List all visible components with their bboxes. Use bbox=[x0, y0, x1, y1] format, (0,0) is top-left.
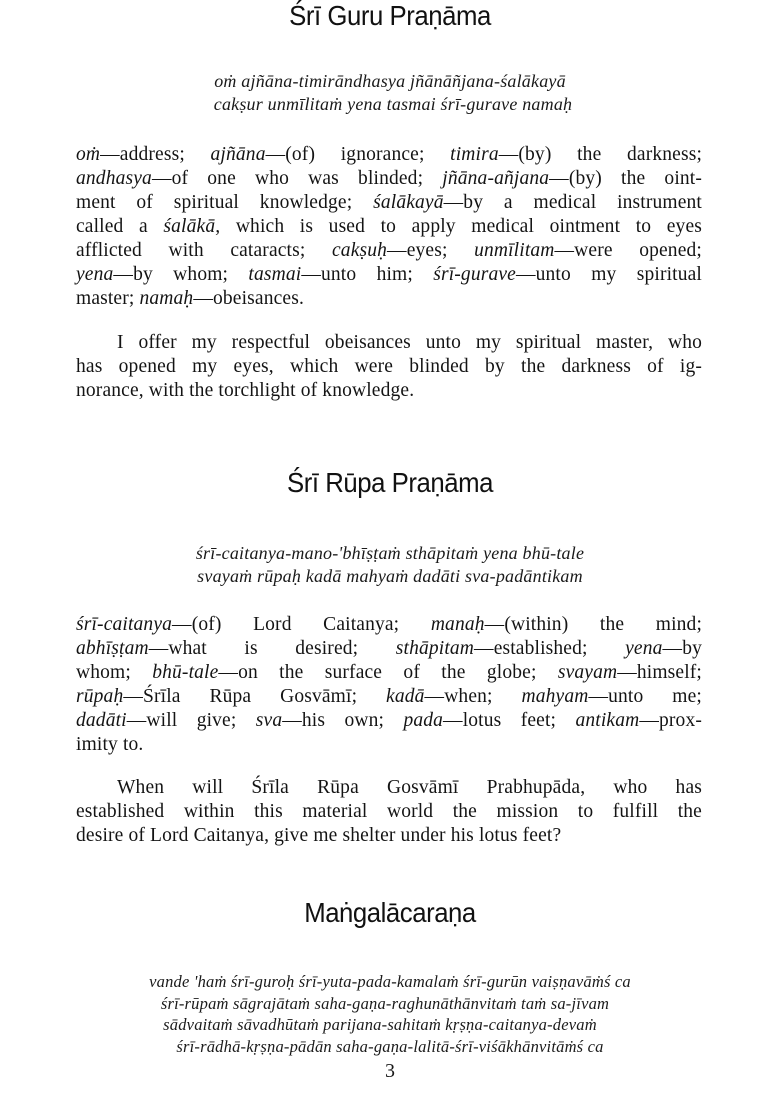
gloss-text: —of one who was blinded; bbox=[151, 168, 443, 189]
sanskrit-term: namaḥ bbox=[139, 288, 194, 309]
synonym-line bbox=[76, 215, 702, 239]
sanskrit-term: śrī-gurave bbox=[433, 264, 516, 285]
gloss-text: —when; bbox=[424, 686, 522, 707]
sanskrit-term: svayam bbox=[557, 662, 618, 683]
sanskrit-term: rūpaḥ bbox=[76, 686, 124, 707]
sanskrit-term: manaḥ bbox=[430, 614, 485, 635]
sanskrit-term: abhīṣṭam bbox=[76, 638, 149, 659]
gloss-text: —prox- bbox=[639, 710, 702, 731]
synonym-line bbox=[76, 733, 702, 757]
gloss-text: master; bbox=[76, 288, 140, 309]
synonym-line bbox=[76, 167, 702, 191]
verse-line: sādvaitaṁ sāvadhūtaṁ parijana-sahitaṁ kṛṣṇa-caitanya-devaṁ bbox=[163, 1015, 597, 1034]
sanskrit-term: yena bbox=[625, 638, 663, 659]
translation-line: When will Śrīla Rūpa Gosvāmī Prabhupāda, who has bbox=[117, 777, 702, 798]
gloss-text: —unto my spiritual bbox=[515, 264, 702, 285]
gloss-text: —his own; bbox=[282, 710, 404, 731]
gloss-text: —(by) the darkness; bbox=[498, 144, 703, 165]
gloss-text: —by whom; bbox=[113, 264, 249, 285]
verse-line: śrī-caitanya-mano-'bhīṣṭaṁ sthāpitaṁ yena bhū-tale bbox=[195, 543, 585, 563]
synonym-line bbox=[76, 263, 702, 287]
verse-line: śrī-rādhā-kṛṣṇa-pādān saha-gaṇa-lalitā-śrī-viśākhānvitāṁś ca bbox=[176, 1036, 604, 1056]
page-number: 3 bbox=[385, 1060, 395, 1082]
gloss-text: —address; bbox=[100, 144, 211, 165]
gloss-text: —unto him; bbox=[301, 264, 434, 285]
gloss-text: —by a medical instrument bbox=[443, 192, 702, 213]
gloss-text: —eyes; bbox=[387, 240, 475, 261]
section-heading-rupa-pranama: Śrī Rūpa Praṇāma bbox=[287, 467, 493, 498]
gloss-text: —what is desired; bbox=[148, 638, 396, 659]
translation-guru-pranama bbox=[76, 331, 702, 403]
verse-line: śrī-rūpaṁ sāgrajātaṁ saha-gaṇa-raghunāthānvitaṁ taṁ sa-jīvam bbox=[160, 993, 610, 1013]
sanskrit-term: oṁ bbox=[76, 144, 101, 165]
gloss-text: —obeisances. bbox=[193, 288, 304, 309]
synonym-line bbox=[76, 661, 702, 685]
sanskrit-term: mahyam bbox=[521, 686, 589, 707]
gloss-text: imity to. bbox=[76, 734, 144, 755]
synonym-line bbox=[76, 637, 702, 661]
gloss-text: afflicted with cataracts; bbox=[76, 240, 332, 261]
gloss-text: —(by) the oint- bbox=[549, 168, 703, 189]
gloss-text: —established; bbox=[474, 638, 626, 659]
sanskrit-term: śrī-caitanya bbox=[76, 614, 173, 635]
sanskrit-term: dadāti bbox=[76, 710, 127, 731]
gloss-text: ment of spiritual knowledge; bbox=[76, 192, 374, 213]
sanskrit-term: jñāna-añjana bbox=[442, 168, 550, 189]
gloss-text: —will give; bbox=[126, 710, 256, 731]
synonym-line bbox=[76, 709, 702, 733]
sanskrit-term: kadā bbox=[386, 686, 425, 707]
sanskrit-term: sthāpitam bbox=[395, 638, 475, 659]
translation-rupa-pranama bbox=[76, 776, 702, 848]
translation-line: I offer my respectful obeisances unto my spiritual master, who bbox=[117, 332, 702, 353]
section-heading-guru-pranama: Śrī Guru Praṇāma bbox=[289, 0, 491, 31]
synonym-line bbox=[76, 613, 702, 637]
gloss-text: —by bbox=[662, 638, 702, 659]
verse-line: svayaṁ rūpaḥ kadā mahyaṁ dadāti sva-padāntikam bbox=[197, 566, 583, 586]
gloss-text: —(within) the mind; bbox=[484, 614, 703, 635]
synonym-line bbox=[76, 685, 702, 709]
sanskrit-term: bhū-tale bbox=[152, 662, 219, 683]
gloss-text: —(of) Lord Caitanya; bbox=[172, 614, 431, 635]
gloss-text: —lotus feet; bbox=[443, 710, 576, 731]
sanskrit-term: śalākayā bbox=[373, 192, 444, 213]
translation-line: has opened my eyes, which were blinded by the darkness of ig- bbox=[76, 356, 702, 377]
synonym-line bbox=[76, 143, 702, 167]
gloss-text: —were opened; bbox=[554, 240, 702, 261]
sanskrit-term: timira bbox=[450, 144, 499, 165]
gloss-text: called a bbox=[76, 216, 164, 237]
synonym-line bbox=[76, 287, 702, 311]
verse-line: oṁ ajñāna-timirāndhasya jñānāñjana-śalākayā bbox=[214, 71, 566, 91]
gloss-text: —unto me; bbox=[588, 686, 702, 707]
verse-rupa-pranama bbox=[0, 542, 780, 588]
gloss-text: whom; bbox=[76, 662, 153, 683]
verse-mangalacarana bbox=[0, 971, 780, 1057]
gloss-text: which is used to apply medical ointment to eyes bbox=[220, 216, 702, 237]
sanskrit-term: ajñāna bbox=[210, 144, 266, 165]
synonyms-guru-pranama bbox=[76, 143, 702, 311]
sanskrit-term: sva bbox=[255, 710, 283, 731]
synonyms-rupa-pranama bbox=[76, 613, 702, 757]
gloss-text: —himself; bbox=[617, 662, 702, 683]
gloss-text: —(of) ignorance; bbox=[265, 144, 451, 165]
section-heading-mangalacarana: Maṅgalācaraṇa bbox=[304, 897, 476, 928]
verse-line: vande 'haṁ śrī-guroḥ śrī-yuta-pada-kamalaṁ śrī-gurūn vaiṣṇavāṁś ca bbox=[149, 972, 631, 991]
gloss-text: —Śrīla Rūpa Gosvāmī; bbox=[123, 686, 387, 707]
verse-guru-pranama bbox=[0, 70, 780, 116]
sanskrit-term: antikam bbox=[575, 710, 640, 731]
sanskrit-term: andhasya bbox=[76, 168, 152, 189]
translation-line: desire of Lord Caitanya, give me shelter under his lotus feet? bbox=[76, 825, 562, 846]
translation-line: established within this material world the mission to fulfill the bbox=[76, 801, 702, 822]
synonym-line bbox=[76, 239, 702, 263]
translation-line: norance, with the torchlight of knowledge. bbox=[76, 380, 415, 401]
synonym-line bbox=[76, 191, 702, 215]
sanskrit-term: unmīlitam bbox=[474, 240, 555, 261]
sanskrit-term: śalākā, bbox=[163, 216, 221, 237]
verse-line: cakṣur unmīlitaṁ yena tasmai śrī-gurave namaḥ bbox=[213, 94, 573, 114]
sanskrit-term: pada bbox=[403, 710, 444, 731]
sanskrit-term: tasmai bbox=[248, 264, 302, 285]
sanskrit-term: yena bbox=[76, 264, 114, 285]
sanskrit-term: cakṣuḥ bbox=[331, 240, 388, 261]
gloss-text: —on the surface of the globe; bbox=[218, 662, 558, 683]
